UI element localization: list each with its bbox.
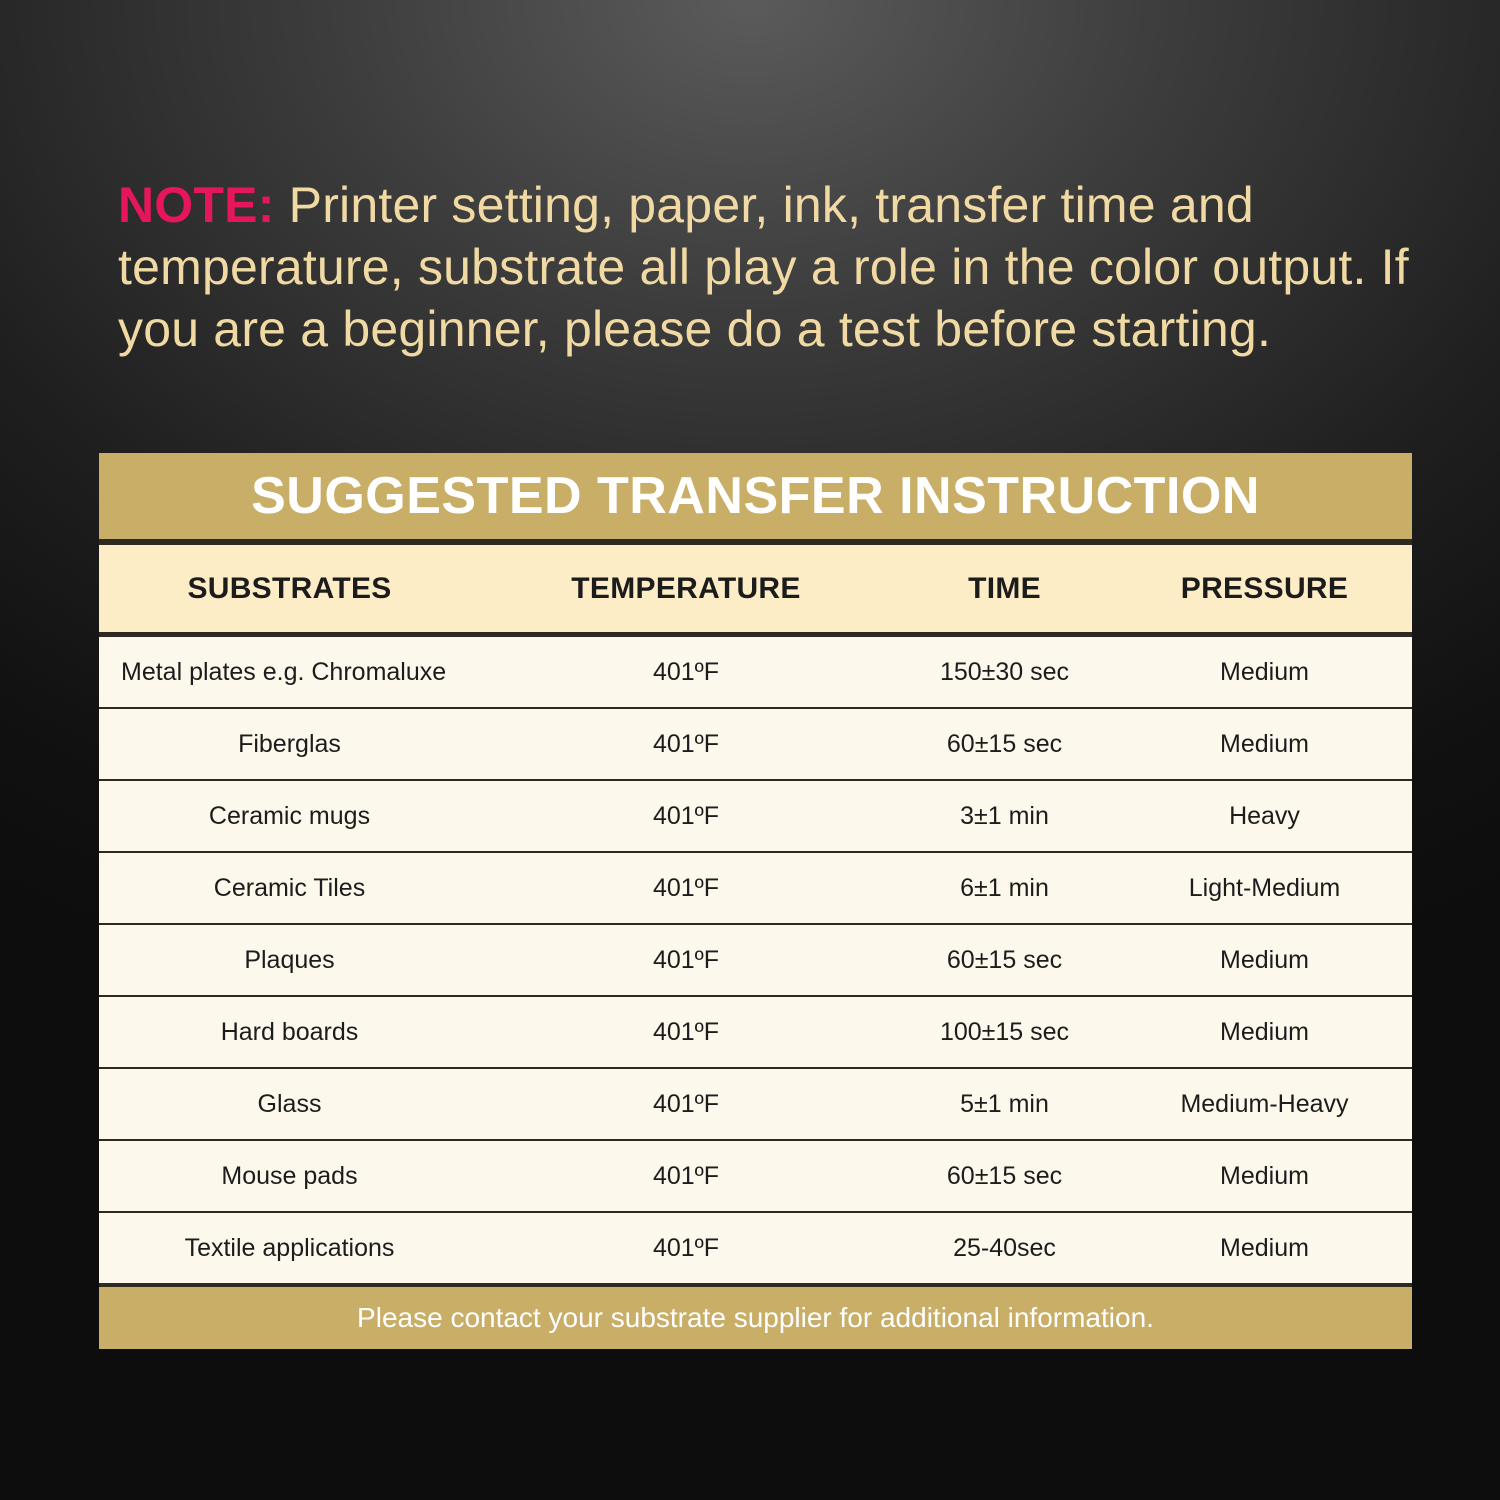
cell-time: 60±15 sec [946, 945, 1063, 974]
table-title: SUGGESTED TRANSFER INSTRUCTION [251, 467, 1260, 525]
cell-temperature: 401ºF [652, 657, 720, 686]
cell-substrate: Mouse pads [221, 1161, 358, 1190]
cell-substrate: Ceramic Tiles [213, 873, 366, 902]
cell-substrate: Ceramic mugs [208, 801, 371, 830]
table-row [99, 853, 1412, 923]
cell-time: 150±30 sec [939, 657, 1070, 686]
note-label: NOTE: [118, 177, 275, 233]
note-paragraph [118, 174, 1418, 360]
cell-temperature: 401ºF [652, 945, 720, 974]
cell-substrate: Metal plates e.g. Chromaluxe [121, 657, 447, 686]
cell-temperature: 401ºF [652, 801, 720, 830]
cell-time: 5±1 min [960, 1089, 1049, 1118]
cell-temperature: 401ºF [652, 1089, 720, 1118]
cell-time: 60±15 sec [946, 1161, 1063, 1190]
cell-time: 25-40sec [953, 1233, 1056, 1262]
cell-substrate: Fiberglas [238, 729, 341, 758]
table-row [99, 781, 1412, 851]
cell-pressure: Medium [1220, 657, 1309, 686]
table-row [99, 709, 1412, 779]
table-header-row [99, 545, 1412, 632]
cell-pressure: Medium [1220, 1017, 1309, 1046]
transfer-instruction-table [99, 453, 1412, 1349]
cell-temperature: 401ºF [652, 1017, 720, 1046]
cell-pressure: Heavy [1229, 801, 1300, 830]
cell-pressure: Medium [1220, 1161, 1309, 1190]
note-text: Printer setting, paper, ink, transfer time and temperature, substrate all play a role in the color output. If you are a beginner, please do a test before starting. [118, 177, 1409, 357]
cell-temperature: 401ºF [652, 729, 720, 758]
table-title-bar [99, 453, 1412, 539]
cell-substrate: Textile applications [184, 1233, 395, 1262]
cell-substrate: Glass [257, 1089, 322, 1118]
cell-temperature: 401ºF [652, 1161, 720, 1190]
header-substrates: SUBSTRATES [187, 571, 392, 605]
table-footer-note: Please contact your substrate supplier for additional information. [357, 1302, 1154, 1333]
cell-time: 60±15 sec [946, 729, 1063, 758]
header-temperature: TEMPERATURE [571, 571, 801, 605]
cell-substrate: Plaques [244, 945, 335, 974]
cell-pressure: Light-Medium [1188, 873, 1341, 902]
cell-time: 6±1 min [960, 873, 1049, 902]
table-row [99, 1141, 1412, 1211]
table-row [99, 925, 1412, 995]
cell-pressure: Medium [1220, 729, 1309, 758]
table-row [99, 637, 1412, 707]
cell-time: 100±15 sec [939, 1017, 1070, 1046]
cell-pressure: Medium [1220, 945, 1309, 974]
header-pressure: PRESSURE [1180, 571, 1349, 605]
cell-time: 3±1 min [960, 801, 1049, 830]
cell-substrate: Hard boards [220, 1017, 359, 1046]
table-body [99, 637, 1412, 1285]
cell-temperature: 401ºF [652, 1233, 720, 1262]
header-time: TIME [968, 571, 1041, 605]
table-row [99, 1069, 1412, 1139]
cell-pressure: Medium-Heavy [1180, 1089, 1349, 1118]
table-row [99, 1213, 1412, 1283]
table-row [99, 997, 1412, 1067]
table-footer-bar [99, 1287, 1412, 1349]
cell-pressure: Medium [1220, 1233, 1309, 1262]
cell-temperature: 401ºF [652, 873, 720, 902]
